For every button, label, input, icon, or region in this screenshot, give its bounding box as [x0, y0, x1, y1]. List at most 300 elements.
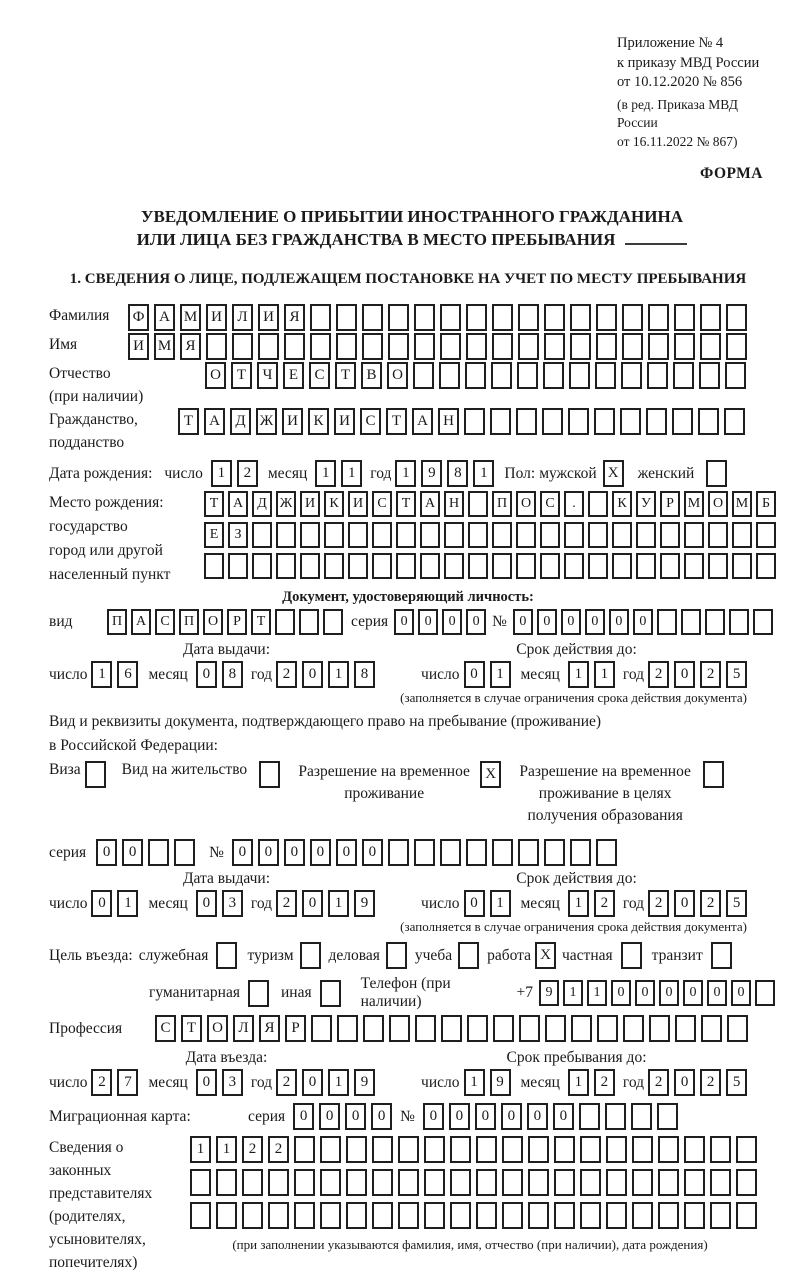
char-cell[interactable]: [675, 1015, 696, 1042]
char-cell[interactable]: [310, 304, 331, 331]
char-cell[interactable]: 9: [539, 980, 559, 1006]
char-cell[interactable]: 2: [268, 1136, 289, 1163]
char-cell[interactable]: [490, 408, 511, 435]
char-cell[interactable]: 2: [594, 890, 615, 917]
char-cell[interactable]: 0: [464, 890, 485, 917]
char-cell[interactable]: Д: [252, 491, 272, 517]
char-cell[interactable]: [699, 362, 720, 389]
char-cell[interactable]: 0: [635, 980, 655, 1006]
char-cell[interactable]: 0: [196, 890, 217, 917]
char-cell[interactable]: И: [282, 408, 303, 435]
char-cell[interactable]: 0: [418, 609, 438, 635]
purpose-humanitarian-checkbox[interactable]: [248, 980, 269, 1007]
char-cell[interactable]: 1: [91, 661, 112, 688]
char-cell[interactable]: У: [636, 491, 656, 517]
purpose-study-checkbox[interactable]: [458, 942, 479, 969]
char-cell[interactable]: 0: [731, 980, 751, 1006]
char-cell[interactable]: [414, 304, 435, 331]
char-cell[interactable]: [424, 1169, 445, 1196]
char-cell[interactable]: [441, 1015, 462, 1042]
char-cell[interactable]: [294, 1202, 315, 1229]
char-cell[interactable]: [415, 1015, 436, 1042]
char-cell[interactable]: [732, 522, 752, 548]
char-cell[interactable]: [450, 1136, 471, 1163]
char-cell[interactable]: [466, 839, 487, 866]
char-cell[interactable]: 1: [117, 890, 138, 917]
char-cell[interactable]: С: [309, 362, 330, 389]
char-cell[interactable]: [632, 1169, 653, 1196]
char-cell[interactable]: [698, 408, 719, 435]
char-cell[interactable]: [450, 1169, 471, 1196]
char-cell[interactable]: 0: [293, 1103, 314, 1130]
char-cell[interactable]: 9: [421, 460, 442, 487]
char-cell[interactable]: [636, 522, 656, 548]
char-cell[interactable]: [284, 333, 305, 360]
char-cell[interactable]: К: [324, 491, 344, 517]
char-cell[interactable]: И: [258, 304, 279, 331]
char-cell[interactable]: [346, 1136, 367, 1163]
char-cell[interactable]: [564, 522, 584, 548]
char-cell[interactable]: [491, 362, 512, 389]
char-cell[interactable]: [439, 362, 460, 389]
char-cell[interactable]: 1: [568, 890, 589, 917]
char-cell[interactable]: 1: [341, 460, 362, 487]
char-cell[interactable]: С: [360, 408, 381, 435]
char-cell[interactable]: [388, 839, 409, 866]
char-cell[interactable]: 1: [216, 1136, 237, 1163]
char-cell[interactable]: З: [228, 522, 248, 548]
char-cell[interactable]: 0: [302, 661, 323, 688]
char-cell[interactable]: 5: [726, 1069, 747, 1096]
char-cell[interactable]: [543, 362, 564, 389]
char-cell[interactable]: [753, 609, 773, 635]
char-cell[interactable]: .: [564, 491, 584, 517]
char-cell[interactable]: [649, 1015, 670, 1042]
char-cell[interactable]: 0: [466, 609, 486, 635]
char-cell[interactable]: [673, 362, 694, 389]
purpose-transit-checkbox[interactable]: [711, 942, 732, 969]
char-cell[interactable]: [623, 1015, 644, 1042]
char-cell[interactable]: [242, 1202, 263, 1229]
char-cell[interactable]: 0: [302, 1069, 323, 1096]
char-cell[interactable]: [276, 522, 296, 548]
char-cell[interactable]: [242, 1169, 263, 1196]
char-cell[interactable]: [190, 1202, 211, 1229]
char-cell[interactable]: [276, 553, 296, 579]
char-cell[interactable]: [710, 1136, 731, 1163]
char-cell[interactable]: 5: [726, 661, 747, 688]
char-cell[interactable]: [398, 1202, 419, 1229]
char-cell[interactable]: [657, 609, 677, 635]
char-cell[interactable]: 0: [449, 1103, 470, 1130]
char-cell[interactable]: [684, 1202, 705, 1229]
char-cell[interactable]: С: [155, 609, 175, 635]
char-cell[interactable]: 0: [96, 839, 117, 866]
char-cell[interactable]: 0: [707, 980, 727, 1006]
char-cell[interactable]: [726, 333, 747, 360]
char-cell[interactable]: И: [300, 491, 320, 517]
char-cell[interactable]: 0: [553, 1103, 574, 1130]
char-cell[interactable]: 9: [354, 1069, 375, 1096]
char-cell[interactable]: 2: [648, 890, 669, 917]
char-cell[interactable]: [708, 522, 728, 548]
char-cell[interactable]: 0: [319, 1103, 340, 1130]
char-cell[interactable]: 2: [648, 1069, 669, 1096]
char-cell[interactable]: [389, 1015, 410, 1042]
char-cell[interactable]: [518, 333, 539, 360]
char-cell[interactable]: [372, 522, 392, 548]
char-cell[interactable]: М: [154, 333, 175, 360]
char-cell[interactable]: [660, 522, 680, 548]
char-cell[interactable]: [588, 522, 608, 548]
char-cell[interactable]: [310, 333, 331, 360]
char-cell[interactable]: 1: [563, 980, 583, 1006]
char-cell[interactable]: [710, 1169, 731, 1196]
char-cell[interactable]: [398, 1169, 419, 1196]
char-cell[interactable]: [466, 333, 487, 360]
char-cell[interactable]: 0: [501, 1103, 522, 1130]
char-cell[interactable]: 0: [91, 890, 112, 917]
char-cell[interactable]: [424, 1136, 445, 1163]
char-cell[interactable]: А: [228, 491, 248, 517]
char-cell[interactable]: 9: [490, 1069, 511, 1096]
char-cell[interactable]: Т: [386, 408, 407, 435]
char-cell[interactable]: [594, 408, 615, 435]
char-cell[interactable]: [622, 333, 643, 360]
char-cell[interactable]: [596, 839, 617, 866]
char-cell[interactable]: [413, 362, 434, 389]
char-cell[interactable]: [372, 1202, 393, 1229]
char-cell[interactable]: С: [372, 491, 392, 517]
char-cell[interactable]: 0: [423, 1103, 444, 1130]
char-cell[interactable]: [174, 839, 195, 866]
char-cell[interactable]: И: [348, 491, 368, 517]
char-cell[interactable]: О: [207, 1015, 228, 1042]
char-cell[interactable]: [648, 333, 669, 360]
char-cell[interactable]: 0: [659, 980, 679, 1006]
char-cell[interactable]: 0: [633, 609, 653, 635]
char-cell[interactable]: [545, 1015, 566, 1042]
char-cell[interactable]: А: [131, 609, 151, 635]
char-cell[interactable]: [569, 362, 590, 389]
char-cell[interactable]: [674, 333, 695, 360]
char-cell[interactable]: [294, 1169, 315, 1196]
char-cell[interactable]: [492, 553, 512, 579]
char-cell[interactable]: О: [708, 491, 728, 517]
char-cell[interactable]: [725, 362, 746, 389]
char-cell[interactable]: Р: [285, 1015, 306, 1042]
char-cell[interactable]: [476, 1169, 497, 1196]
char-cell[interactable]: [468, 553, 488, 579]
visa-checkbox[interactable]: [85, 761, 106, 788]
char-cell[interactable]: 1: [594, 661, 615, 688]
char-cell[interactable]: 1: [490, 890, 511, 917]
char-cell[interactable]: [348, 522, 368, 548]
char-cell[interactable]: М: [732, 491, 752, 517]
char-cell[interactable]: Ч: [257, 362, 278, 389]
char-cell[interactable]: [631, 1103, 652, 1130]
char-cell[interactable]: [700, 333, 721, 360]
char-cell[interactable]: [620, 408, 641, 435]
char-cell[interactable]: [492, 522, 512, 548]
char-cell[interactable]: [362, 333, 383, 360]
char-cell[interactable]: [729, 609, 749, 635]
char-cell[interactable]: 0: [513, 609, 533, 635]
char-cell[interactable]: [648, 304, 669, 331]
char-cell[interactable]: 0: [561, 609, 581, 635]
char-cell[interactable]: 0: [232, 839, 253, 866]
char-cell[interactable]: 1: [568, 1069, 589, 1096]
char-cell[interactable]: [148, 839, 169, 866]
char-cell[interactable]: [424, 1202, 445, 1229]
char-cell[interactable]: [544, 839, 565, 866]
residence-permit-checkbox[interactable]: [259, 761, 280, 788]
char-cell[interactable]: 2: [276, 890, 297, 917]
char-cell[interactable]: С: [155, 1015, 176, 1042]
char-cell[interactable]: [294, 1136, 315, 1163]
char-cell[interactable]: [736, 1202, 757, 1229]
char-cell[interactable]: [216, 1202, 237, 1229]
char-cell[interactable]: 3: [222, 1069, 243, 1096]
char-cell[interactable]: [726, 304, 747, 331]
char-cell[interactable]: К: [612, 491, 632, 517]
char-cell[interactable]: Б: [756, 491, 776, 517]
char-cell[interactable]: 1: [473, 460, 494, 487]
char-cell[interactable]: [320, 1136, 341, 1163]
char-cell[interactable]: [216, 1169, 237, 1196]
char-cell[interactable]: [414, 839, 435, 866]
char-cell[interactable]: 0: [258, 839, 279, 866]
char-cell[interactable]: О: [205, 362, 226, 389]
char-cell[interactable]: Ф: [128, 304, 149, 331]
char-cell[interactable]: [755, 980, 775, 1006]
char-cell[interactable]: С: [540, 491, 560, 517]
char-cell[interactable]: Л: [232, 304, 253, 331]
char-cell[interactable]: 2: [237, 460, 258, 487]
char-cell[interactable]: Т: [335, 362, 356, 389]
char-cell[interactable]: [612, 553, 632, 579]
char-cell[interactable]: [476, 1202, 497, 1229]
char-cell[interactable]: Е: [283, 362, 304, 389]
char-cell[interactable]: [660, 553, 680, 579]
char-cell[interactable]: [544, 304, 565, 331]
char-cell[interactable]: [476, 1136, 497, 1163]
char-cell[interactable]: 0: [527, 1103, 548, 1130]
char-cell[interactable]: [398, 1136, 419, 1163]
char-cell[interactable]: М: [180, 304, 201, 331]
char-cell[interactable]: [681, 609, 701, 635]
char-cell[interactable]: 0: [371, 1103, 392, 1130]
char-cell[interactable]: [658, 1169, 679, 1196]
purpose-tourism-checkbox[interactable]: [300, 942, 321, 969]
char-cell[interactable]: [268, 1202, 289, 1229]
char-cell[interactable]: [528, 1169, 549, 1196]
char-cell[interactable]: [323, 609, 343, 635]
char-cell[interactable]: А: [420, 491, 440, 517]
char-cell[interactable]: 3: [222, 890, 243, 917]
char-cell[interactable]: Т: [396, 491, 416, 517]
char-cell[interactable]: [606, 1169, 627, 1196]
char-cell[interactable]: [674, 304, 695, 331]
char-cell[interactable]: [571, 1015, 592, 1042]
char-cell[interactable]: [348, 553, 368, 579]
char-cell[interactable]: [492, 839, 513, 866]
char-cell[interactable]: [275, 609, 295, 635]
char-cell[interactable]: 0: [302, 890, 323, 917]
char-cell[interactable]: И: [206, 304, 227, 331]
char-cell[interactable]: Н: [444, 491, 464, 517]
char-cell[interactable]: [320, 1202, 341, 1229]
char-cell[interactable]: [396, 553, 416, 579]
char-cell[interactable]: [632, 1136, 653, 1163]
char-cell[interactable]: О: [387, 362, 408, 389]
char-cell[interactable]: [684, 1169, 705, 1196]
char-cell[interactable]: Я: [180, 333, 201, 360]
char-cell[interactable]: [646, 408, 667, 435]
char-cell[interactable]: [516, 408, 537, 435]
char-cell[interactable]: [710, 1202, 731, 1229]
char-cell[interactable]: [756, 553, 776, 579]
char-cell[interactable]: [444, 553, 464, 579]
char-cell[interactable]: Ж: [276, 491, 296, 517]
char-cell[interactable]: 1: [315, 460, 336, 487]
char-cell[interactable]: 2: [700, 1069, 721, 1096]
char-cell[interactable]: А: [154, 304, 175, 331]
char-cell[interactable]: [320, 1169, 341, 1196]
char-cell[interactable]: [701, 1015, 722, 1042]
char-cell[interactable]: Т: [204, 491, 224, 517]
char-cell[interactable]: П: [492, 491, 512, 517]
char-cell[interactable]: 1: [568, 661, 589, 688]
char-cell[interactable]: [622, 304, 643, 331]
char-cell[interactable]: [336, 333, 357, 360]
char-cell[interactable]: О: [516, 491, 536, 517]
char-cell[interactable]: [632, 1202, 653, 1229]
char-cell[interactable]: [517, 362, 538, 389]
char-cell[interactable]: [502, 1202, 523, 1229]
char-cell[interactable]: [621, 362, 642, 389]
char-cell[interactable]: 2: [700, 890, 721, 917]
char-cell[interactable]: [570, 839, 591, 866]
char-cell[interactable]: 9: [354, 890, 375, 917]
char-cell[interactable]: [324, 522, 344, 548]
char-cell[interactable]: 2: [276, 661, 297, 688]
char-cell[interactable]: 0: [122, 839, 143, 866]
char-cell[interactable]: 0: [394, 609, 414, 635]
char-cell[interactable]: 1: [464, 1069, 485, 1096]
char-cell[interactable]: [756, 522, 776, 548]
char-cell[interactable]: Т: [251, 609, 271, 635]
char-cell[interactable]: [258, 333, 279, 360]
char-cell[interactable]: [252, 522, 272, 548]
char-cell[interactable]: [363, 1015, 384, 1042]
char-cell[interactable]: [540, 522, 560, 548]
char-cell[interactable]: 0: [674, 661, 695, 688]
char-cell[interactable]: 0: [674, 890, 695, 917]
temp-residence-education-checkbox[interactable]: [703, 761, 724, 788]
char-cell[interactable]: Т: [178, 408, 199, 435]
char-cell[interactable]: [554, 1136, 575, 1163]
sex-female-checkbox[interactable]: [706, 460, 727, 487]
char-cell[interactable]: 0: [464, 661, 485, 688]
sex-male-checkbox[interactable]: X: [603, 460, 624, 487]
char-cell[interactable]: [362, 304, 383, 331]
char-cell[interactable]: [588, 491, 608, 517]
char-cell[interactable]: [440, 839, 461, 866]
char-cell[interactable]: 2: [594, 1069, 615, 1096]
char-cell[interactable]: Н: [438, 408, 459, 435]
char-cell[interactable]: 0: [196, 661, 217, 688]
char-cell[interactable]: 2: [276, 1069, 297, 1096]
char-cell[interactable]: [299, 609, 319, 635]
char-cell[interactable]: [190, 1169, 211, 1196]
char-cell[interactable]: [206, 333, 227, 360]
char-cell[interactable]: [684, 1136, 705, 1163]
char-cell[interactable]: [727, 1015, 748, 1042]
char-cell[interactable]: 1: [490, 661, 511, 688]
char-cell[interactable]: 7: [117, 1069, 138, 1096]
char-cell[interactable]: 8: [447, 460, 468, 487]
char-cell[interactable]: [465, 362, 486, 389]
char-cell[interactable]: [311, 1015, 332, 1042]
char-cell[interactable]: [658, 1136, 679, 1163]
char-cell[interactable]: 1: [328, 661, 349, 688]
char-cell[interactable]: [657, 1103, 678, 1130]
char-cell[interactable]: [568, 408, 589, 435]
char-cell[interactable]: [708, 553, 728, 579]
char-cell[interactable]: 0: [609, 609, 629, 635]
char-cell[interactable]: 0: [585, 609, 605, 635]
char-cell[interactable]: [372, 1136, 393, 1163]
char-cell[interactable]: [464, 408, 485, 435]
char-cell[interactable]: [705, 609, 725, 635]
char-cell[interactable]: [724, 408, 745, 435]
char-cell[interactable]: П: [107, 609, 127, 635]
char-cell[interactable]: [542, 408, 563, 435]
char-cell[interactable]: [596, 333, 617, 360]
char-cell[interactable]: [518, 839, 539, 866]
char-cell[interactable]: [468, 491, 488, 517]
char-cell[interactable]: И: [128, 333, 149, 360]
char-cell[interactable]: [596, 304, 617, 331]
char-cell[interactable]: 1: [190, 1136, 211, 1163]
char-cell[interactable]: [605, 1103, 626, 1130]
char-cell[interactable]: [554, 1202, 575, 1229]
char-cell[interactable]: [606, 1202, 627, 1229]
char-cell[interactable]: 1: [395, 460, 416, 487]
char-cell[interactable]: [518, 304, 539, 331]
char-cell[interactable]: В: [361, 362, 382, 389]
char-cell[interactable]: 0: [196, 1069, 217, 1096]
char-cell[interactable]: [579, 1103, 600, 1130]
char-cell[interactable]: [444, 522, 464, 548]
char-cell[interactable]: [684, 553, 704, 579]
char-cell[interactable]: [595, 362, 616, 389]
char-cell[interactable]: 0: [683, 980, 703, 1006]
char-cell[interactable]: [372, 553, 392, 579]
char-cell[interactable]: 0: [611, 980, 631, 1006]
char-cell[interactable]: [736, 1169, 757, 1196]
char-cell[interactable]: [540, 553, 560, 579]
char-cell[interactable]: 0: [537, 609, 557, 635]
char-cell[interactable]: [580, 1202, 601, 1229]
char-cell[interactable]: [647, 362, 668, 389]
char-cell[interactable]: [414, 333, 435, 360]
char-cell[interactable]: [324, 553, 344, 579]
char-cell[interactable]: [636, 553, 656, 579]
char-cell[interactable]: 0: [345, 1103, 366, 1130]
char-cell[interactable]: 2: [648, 661, 669, 688]
